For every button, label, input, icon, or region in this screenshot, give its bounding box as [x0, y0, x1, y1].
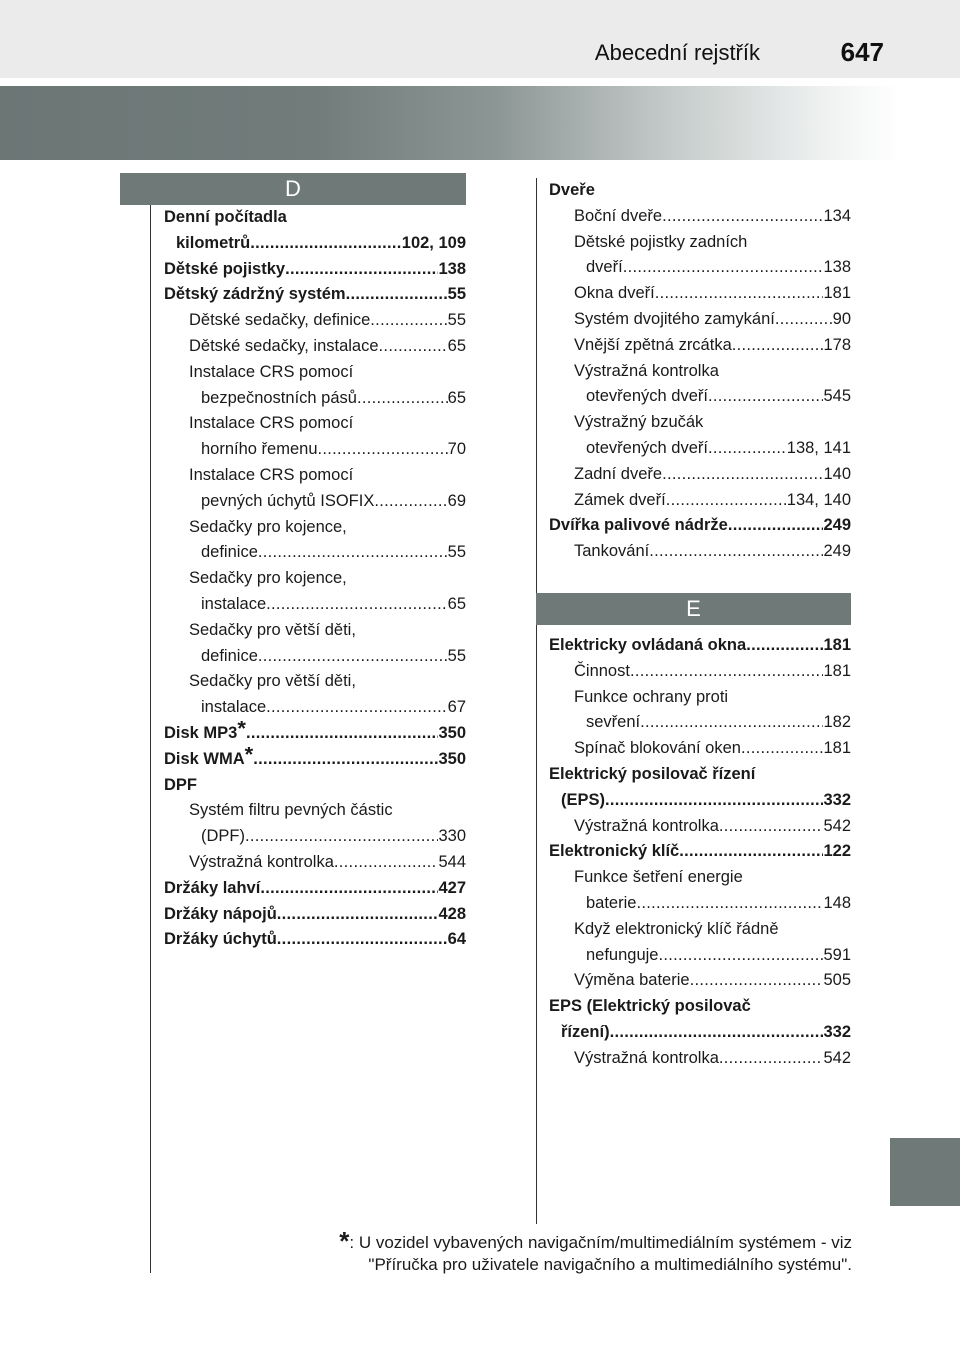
index-entry-page: 64	[447, 930, 466, 949]
index-entry-term	[574, 685, 728, 711]
index-entry	[164, 515, 466, 541]
index-entry	[164, 669, 466, 695]
leader-dots	[636, 891, 823, 917]
index-entry	[549, 762, 851, 788]
leader-dots	[610, 1020, 824, 1046]
leader-dots	[277, 927, 448, 953]
index-entry-text: Elektrický posilovač řízení	[549, 764, 756, 783]
index-entry-term	[574, 307, 775, 333]
leader-dots	[605, 788, 823, 814]
footnote-line-1: : U vozidel vybavených navigačním/multimediálním systémem - viz	[349, 1233, 852, 1252]
index-entry	[164, 876, 466, 902]
index-entry-term	[189, 308, 370, 334]
index-entry	[549, 384, 851, 410]
index-entry-page: 182	[823, 713, 851, 732]
index-entry-term	[189, 463, 353, 489]
index-entry-term	[549, 839, 679, 865]
index-entry-page: 69	[447, 491, 466, 510]
index-entry-term	[574, 1046, 719, 1072]
index-entry-text: řízení)	[561, 1022, 610, 1041]
index-entry	[164, 411, 466, 437]
index-entry-text: Instalace CRS pomocí	[189, 414, 354, 433]
index-entry-term	[201, 540, 258, 566]
leader-dots	[728, 513, 824, 539]
index-entry	[549, 359, 851, 385]
index-entry-text: bezpečnostních pásů	[201, 388, 357, 407]
index-entry-term	[586, 710, 640, 736]
leader-dots	[357, 386, 448, 412]
index-entry	[549, 736, 851, 762]
index-entry-term	[574, 204, 662, 230]
index-entry-text: Výstražná kontrolka	[189, 852, 334, 871]
right-entry-list-e	[536, 633, 851, 1072]
index-entry-term	[574, 462, 662, 488]
index-entry-page: 544	[438, 852, 466, 871]
leader-dots	[666, 488, 787, 514]
index-entry-text: Výstražný bzučák	[574, 413, 704, 432]
index-entry-term	[586, 436, 708, 462]
index-entry-page: 138	[438, 259, 466, 278]
index-entry-page: 70	[447, 440, 466, 459]
index-entry-page: 427	[438, 878, 466, 897]
index-entry-text: Tankování	[574, 542, 650, 561]
index-entry-text: Výstražná kontrolka	[574, 816, 719, 835]
index-entry	[164, 902, 466, 928]
index-entry	[549, 462, 851, 488]
index-entry-term	[189, 566, 347, 592]
index-entry	[549, 839, 851, 865]
leader-dots	[662, 462, 823, 488]
index-entry-page: 350	[438, 723, 466, 742]
leader-dots	[655, 281, 824, 307]
index-entry-text: Dětské pojistky zadních	[574, 232, 748, 251]
index-entry-term	[189, 850, 334, 876]
leader-dots	[679, 839, 823, 865]
index-entry-page: 505	[823, 971, 851, 990]
leader-dots	[659, 943, 824, 969]
index-entry-term	[561, 1020, 610, 1046]
index-entry-term	[164, 902, 277, 928]
index-entry-text: Výstražná kontrolka	[574, 361, 719, 380]
index-entry	[549, 436, 851, 462]
index-entry	[549, 994, 851, 1020]
index-entry-text: kilometrů	[176, 233, 251, 252]
index-entry	[549, 230, 851, 256]
header-band	[0, 0, 960, 78]
index-entry-text: Sedačky pro kojence,	[189, 569, 347, 588]
index-entry-term	[201, 489, 374, 515]
index-entry-text: sevření	[586, 713, 641, 732]
index-entry-text: Funkce šetření energie	[574, 868, 743, 887]
index-entry	[164, 566, 466, 592]
index-entry-page: 65	[447, 594, 466, 613]
leader-dots	[379, 334, 448, 360]
page-number: 647	[840, 37, 884, 67]
index-entry-term	[549, 513, 728, 539]
leader-dots	[250, 231, 401, 257]
index-entry-term	[574, 659, 630, 685]
leader-dots	[708, 384, 823, 410]
index-entry	[549, 333, 851, 359]
index-entry	[549, 891, 851, 917]
index-entry-page: 332	[823, 790, 851, 809]
leader-dots	[266, 695, 448, 721]
leader-dots	[719, 814, 824, 840]
section-header-d: D	[120, 173, 466, 205]
leader-dots	[649, 539, 823, 565]
index-entry-page: 178	[823, 335, 851, 354]
index-entry-text: horního řemenu	[201, 440, 318, 459]
index-entry-text: Dveře	[549, 181, 595, 199]
leader-dots	[623, 255, 824, 281]
index-entry-page: 55	[447, 646, 466, 665]
index-entry-term	[574, 968, 690, 994]
leader-dots	[719, 1046, 824, 1072]
leader-dots	[690, 968, 824, 994]
index-entry-term	[201, 824, 245, 850]
index-entry	[164, 747, 466, 773]
index-entry-text: Dvířka palivové nádrže	[549, 516, 728, 535]
index-entry-page: 249	[823, 516, 851, 535]
index-entry	[164, 489, 466, 515]
leader-dots	[258, 540, 448, 566]
chapter-thumb-tab	[890, 1138, 960, 1206]
footnote-asterisk: *	[339, 1226, 350, 1256]
index-entry-text: Sedačky pro větší děti,	[189, 620, 356, 639]
index-entry-text: (EPS)	[561, 790, 606, 809]
index-entry	[164, 798, 466, 824]
leader-dots	[708, 436, 787, 462]
index-entry-term	[574, 281, 655, 307]
index-entry-term	[574, 865, 743, 891]
index-entry-term	[574, 230, 747, 256]
index-entry	[549, 307, 851, 333]
index-entry-page: 181	[823, 635, 851, 654]
index-entry-text: instalace	[201, 698, 267, 717]
index-entry-term	[574, 333, 732, 359]
index-entry-text: Když elektronický klíč řádně	[574, 919, 779, 938]
leader-dots	[370, 308, 447, 334]
index-entry-text: pevných úchytů ISOFIX	[201, 491, 375, 510]
index-entry-text: otevřených dveří	[586, 438, 708, 457]
leader-dots	[277, 902, 439, 928]
index-entry	[164, 231, 466, 257]
index-entry	[164, 721, 466, 747]
index-entry	[549, 1020, 851, 1046]
index-entry	[164, 618, 466, 644]
leader-dots	[266, 592, 448, 618]
leader-dots	[662, 204, 823, 230]
section-header-e: E	[536, 593, 851, 625]
index-entry-term	[574, 736, 741, 762]
index-entry	[549, 281, 851, 307]
index-entry-term	[549, 633, 746, 659]
leader-dots	[746, 633, 823, 659]
leader-dots	[741, 736, 824, 762]
index-entry	[164, 463, 466, 489]
leader-dots	[246, 721, 439, 747]
index-entry-term	[574, 539, 649, 565]
index-entry-page: 330	[438, 827, 466, 846]
index-entry-page: 350	[438, 749, 466, 768]
index-entry-term	[549, 762, 755, 788]
index-entry-term	[164, 282, 346, 308]
index-entry	[549, 814, 851, 840]
index-entry-term	[189, 411, 353, 437]
index-entry	[549, 410, 851, 436]
index-entry-text: Elektronický klíč	[549, 842, 680, 861]
index-entry-page: 181	[823, 739, 851, 758]
index-entry-term	[574, 359, 719, 385]
index-entry-text: Instalace CRS pomocí	[189, 465, 354, 484]
index-entry	[549, 204, 851, 230]
index-entry	[549, 865, 851, 891]
index-entry-text: Dětské sedačky, definice	[189, 311, 371, 330]
index-entry-text: definice	[201, 543, 258, 562]
index-entry-text: Činnost	[574, 661, 630, 680]
leader-dots	[334, 850, 439, 876]
index-entry-text: Denní počítadla	[164, 208, 287, 226]
index-entry-page: 591	[823, 945, 851, 964]
footnote-marker: *	[237, 720, 246, 741]
index-entry-term	[561, 788, 605, 814]
index-entry-text: Systém filtru pevných částic	[189, 801, 393, 820]
index-entry	[164, 334, 466, 360]
footnote-line-2: "Příručka pro uživatele navigačního a multimediálního systému".	[368, 1255, 852, 1274]
index-entry	[164, 205, 466, 231]
index-entry-page: 545	[823, 387, 851, 406]
index-entry-term	[189, 360, 353, 386]
index-entry-text: instalace	[201, 594, 267, 613]
index-entry-text: Elektricky ovládaná okna	[549, 635, 747, 654]
index-entry-text: (DPF)	[201, 827, 245, 846]
index-entry-text: Držáky úchytů	[164, 930, 277, 949]
index-entry	[164, 540, 466, 566]
index-entry-term	[201, 592, 266, 618]
index-entry-term	[164, 721, 246, 747]
index-entry-text: Dětské pojistky	[164, 259, 286, 278]
index-entry-text: Dětský zádržný systém	[164, 285, 346, 304]
index-entry-term	[574, 488, 666, 514]
index-entry	[549, 685, 851, 711]
index-entry	[164, 695, 466, 721]
index-entry-term	[164, 876, 260, 902]
index-entry-text: Sedačky pro větší děti,	[189, 672, 356, 691]
index-entry-text: Instalace CRS pomocí	[189, 362, 354, 381]
index-entry-page: 55	[447, 285, 466, 304]
index-entry-term	[201, 644, 258, 670]
index-entry-text: Okna dveří	[574, 284, 655, 303]
index-entry-term	[586, 943, 659, 969]
index-entry	[164, 850, 466, 876]
index-entry-page: 542	[823, 816, 851, 835]
index-entry-text: Zadní dveře	[574, 464, 663, 483]
index-entry	[549, 917, 851, 943]
index-entry-text: Výstražná kontrolka	[574, 1048, 719, 1067]
index-entry	[164, 592, 466, 618]
index-entry	[164, 386, 466, 412]
leader-dots	[245, 824, 438, 850]
index-entry-page: 140	[823, 464, 851, 483]
index-entry-term	[574, 917, 779, 943]
footnote-marker: *	[244, 746, 254, 767]
index-entry-page: 67	[447, 698, 466, 717]
index-entry-text: Zámek dveří	[574, 490, 666, 509]
index-entry-term	[176, 231, 250, 257]
index-entry-text: baterie	[586, 893, 637, 912]
index-entry-page: 65	[447, 336, 466, 355]
index-entry-term	[164, 927, 277, 953]
leader-dots	[318, 437, 448, 463]
index-entry-text: Držáky lahví	[164, 878, 261, 897]
index-entry	[164, 360, 466, 386]
index-entry-term	[586, 891, 636, 917]
index-entry	[164, 308, 466, 334]
index-entry	[549, 788, 851, 814]
index-entry-text: EPS (Elektrický posilovač	[549, 997, 751, 1016]
index-entry	[549, 659, 851, 685]
index-entry-term	[189, 334, 379, 360]
index-entry	[549, 1046, 851, 1072]
index-entry-text: Boční dveře	[574, 206, 663, 225]
index-entry-page: 134, 140	[786, 490, 851, 509]
index-entry	[549, 539, 851, 565]
index-entry-text: Disk WMA	[164, 749, 245, 768]
index-entry-text: Funkce ochrany proti	[574, 687, 729, 706]
index-entry	[164, 773, 466, 799]
index-entry-text: Systém dvojitého zamykání	[574, 309, 775, 328]
index-entry-term	[586, 255, 623, 281]
right-entry-list-d	[536, 178, 851, 565]
index-entry	[164, 824, 466, 850]
index-entry	[549, 633, 851, 659]
index-entry-page: 181	[823, 284, 851, 303]
index-entry-term	[164, 257, 285, 283]
index-entry-text: Disk MP3	[164, 723, 238, 742]
leader-dots	[258, 644, 448, 670]
leader-dots	[775, 307, 833, 333]
index-entry	[549, 710, 851, 736]
decorative-gradient-bar	[0, 86, 900, 160]
index-entry	[549, 178, 851, 204]
index-entry-page: 428	[438, 904, 466, 923]
index-entry-text: Dětské sedačky, instalace	[189, 336, 379, 355]
index-entry-page: 134	[823, 206, 851, 225]
leader-dots	[374, 489, 447, 515]
leader-dots	[260, 876, 438, 902]
index-entry-page: 138	[823, 258, 851, 277]
index-entry-term	[164, 747, 253, 773]
left-entry-list	[120, 205, 466, 953]
index-entry-page: 55	[447, 543, 466, 562]
index-entry	[549, 255, 851, 281]
index-entry	[549, 513, 851, 539]
index-entry-term	[201, 386, 357, 412]
index-entry-text: Držáky nápojů	[164, 904, 277, 923]
index-entry-page: 148	[823, 893, 851, 912]
index-entry-page: 542	[823, 1048, 851, 1067]
index-entry-term	[574, 814, 719, 840]
index-entry	[164, 927, 466, 953]
index-entry-page: 332	[823, 1022, 851, 1041]
index-entry	[549, 488, 851, 514]
left-index-column	[120, 173, 466, 953]
index-entry-term	[201, 695, 266, 721]
leader-dots	[630, 659, 824, 685]
index-entry-text: nefunguje	[586, 945, 659, 964]
index-entry-text: definice	[201, 646, 258, 665]
leader-dots	[285, 257, 438, 283]
index-entry-text: otevřených dveří	[586, 387, 708, 406]
index-entry-term	[574, 410, 703, 436]
index-entry-term	[201, 437, 318, 463]
right-index-column	[536, 178, 851, 1072]
footnote	[248, 1226, 852, 1276]
index-entry-text: dveří	[586, 258, 623, 277]
index-entry-text: Spínač blokování oken	[574, 739, 741, 758]
index-entry-term	[549, 994, 751, 1020]
index-entry-page: 122	[823, 842, 851, 861]
index-entry	[164, 644, 466, 670]
leader-dots	[732, 333, 824, 359]
index-entry-term	[189, 515, 347, 541]
index-entry-term	[189, 669, 356, 695]
index-entry-term	[189, 798, 393, 824]
leader-dots	[253, 747, 438, 773]
index-entry-page: 65	[447, 388, 466, 407]
leader-dots	[640, 710, 823, 736]
index-entry-page: 55	[447, 311, 466, 330]
index-entry-text: Výměna baterie	[574, 971, 690, 990]
index-entry-term	[164, 205, 287, 231]
index-entry-term	[586, 384, 708, 410]
index-entry-page: 181	[823, 661, 851, 680]
index-entry-page: 138, 141	[786, 438, 851, 457]
index-entry	[164, 257, 466, 283]
index-entry-page: 90	[832, 309, 851, 328]
index-entry	[164, 437, 466, 463]
index-entry	[164, 282, 466, 308]
index-entry	[549, 968, 851, 994]
leader-dots	[346, 282, 448, 308]
index-entry-text: DPF	[164, 775, 197, 794]
index-entry-term	[189, 618, 356, 644]
running-title: Abecední rejstřík	[594, 40, 760, 65]
index-entry-text: Vnější zpětná zrcátka	[574, 335, 732, 354]
index-entry-text: Sedačky pro kojence,	[189, 517, 347, 536]
index-entry-term	[549, 178, 595, 204]
index-entry-page: 249	[823, 542, 851, 561]
index-entry	[549, 943, 851, 969]
index-entry-page: 102, 109	[401, 233, 466, 252]
index-entry-term	[164, 773, 197, 799]
